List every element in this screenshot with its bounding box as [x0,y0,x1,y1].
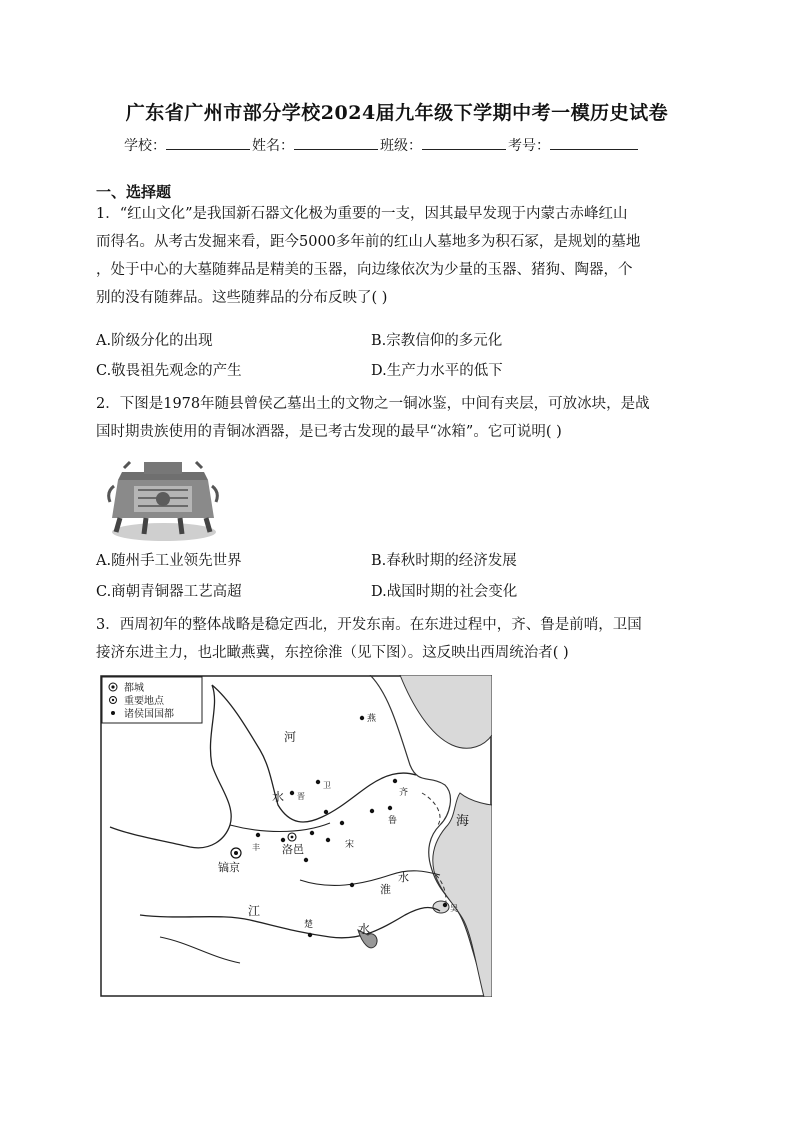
question-line: 别的没有随葬品。这些随葬品的分布反映了( ) [96,290,388,306]
city-dot [350,883,354,887]
legend-capital: 都城 [124,683,144,694]
label-shui-2: 水 [398,871,409,884]
q2-option-c[interactable]: C.商朝青铜器工艺高超 [96,584,242,600]
label-wei: 卫 [323,781,331,790]
city-dot-lu [388,806,392,810]
city-dot [326,838,330,842]
city-dot-jin [290,791,294,795]
bronze-ice-chest-image [104,458,222,544]
city-dot-wei [316,780,320,784]
question-line: 3．西周初年的整体战略是稳定西北，开发东南。在东进过程中，齐、鲁是前哨，卫国 [96,617,642,633]
label-shui-1: 水 [272,790,285,804]
question-line: 2．下图是1978年随县曾侯乙墓出土的文物之一铜冰鉴，中间有夹层，可放冰块，是战 [96,396,650,412]
q1-option-b[interactable]: B.宗教信仰的多元化 [371,333,503,349]
label-shui-3: 水 [358,922,371,936]
question-line: 而得名。从考古发掘来看，距今5000多年前的红山人墓地多为积石冢，是规划的墓地 [96,234,641,250]
q2-option-b[interactable]: B.春秋时期的经济发展 [371,553,517,569]
city-dot [324,810,328,814]
school-field[interactable] [166,137,250,150]
question-line: 国时期贵族使用的青铜冰酒器，是已考古发现的最早“冰箱”。它可说明( ) [96,424,562,440]
label-he: 河 [284,730,297,744]
school-label: 学校： [124,138,166,154]
question-line: 接济东进主力，也北瞰燕冀，东控徐淮（见下图）。这反映出西周统治者( ) [96,645,569,661]
label-lu: 鲁 [388,816,398,826]
q1-option-a[interactable]: A.阶级分化的出现 [96,333,213,349]
city-dot [281,838,285,842]
q2-option-a[interactable]: A.随州手工业领先世界 [96,553,242,569]
label-yan: 燕 [367,714,377,724]
label-chu: 楚 [304,920,314,930]
page-title: 广东省广州市部分学校2024届九年级下学期中考一模历史试卷 [125,102,669,124]
label-jin: 晋 [297,792,305,801]
vassal-capital-legend-icon [111,711,115,715]
legend-important-place: 重要地点 [124,696,164,707]
label-jiang: 江 [248,904,261,918]
city-dot-chu [308,933,312,937]
q1-option-c[interactable]: C.敬畏祖先观念的产生 [96,363,242,379]
question-line: ，处于中心的大墓随葬品是精美的玉器，向边缘依次为少量的玉器、猪狗、陶器，个 [96,262,633,278]
question-line: 1．“红山文化”是我国新石器文化极为重要的一支，因其最早发现于内蒙古赤峰红山 [96,206,628,222]
legend-vassal-capital: 诸侯国国都 [124,709,174,720]
city-dot-song [340,821,344,825]
city-dot [370,809,374,813]
city-dot-yan [360,716,364,720]
section-heading: 一、选择题 [96,183,172,201]
city-dot [310,831,314,835]
name-label: 姓名： [252,138,294,154]
student-info-row [124,135,640,155]
city-dot [304,858,308,862]
label-hai: 海 [456,814,470,829]
class-label: 班级： [380,138,422,154]
label-song: 宋 [345,840,355,850]
question-2-stem [96,390,701,446]
label-wu: 吴 [450,904,458,913]
label-haojing: 镐京 [218,861,240,874]
western-zhou-map [100,675,492,997]
name-field[interactable] [294,137,378,150]
label-huai: 淮 [380,883,391,896]
exam-number-label: 考号： [508,138,550,154]
city-dot-wu [443,903,447,907]
label-feng: 丰 [252,843,260,852]
label-luoyi: 洛邑 [282,843,304,856]
class-field[interactable] [422,137,506,150]
question-1-stem [96,200,701,312]
exam-number-field[interactable] [550,137,638,150]
lake [433,901,449,913]
question-3-stem [96,611,701,667]
q1-option-d[interactable]: D.生产力水平的低下 [371,363,503,379]
city-dot-qi [393,779,397,783]
q2-option-d[interactable]: D.战国时期的社会变化 [371,584,518,600]
city-dot-feng [256,833,260,837]
label-qi: 齐 [399,788,409,798]
